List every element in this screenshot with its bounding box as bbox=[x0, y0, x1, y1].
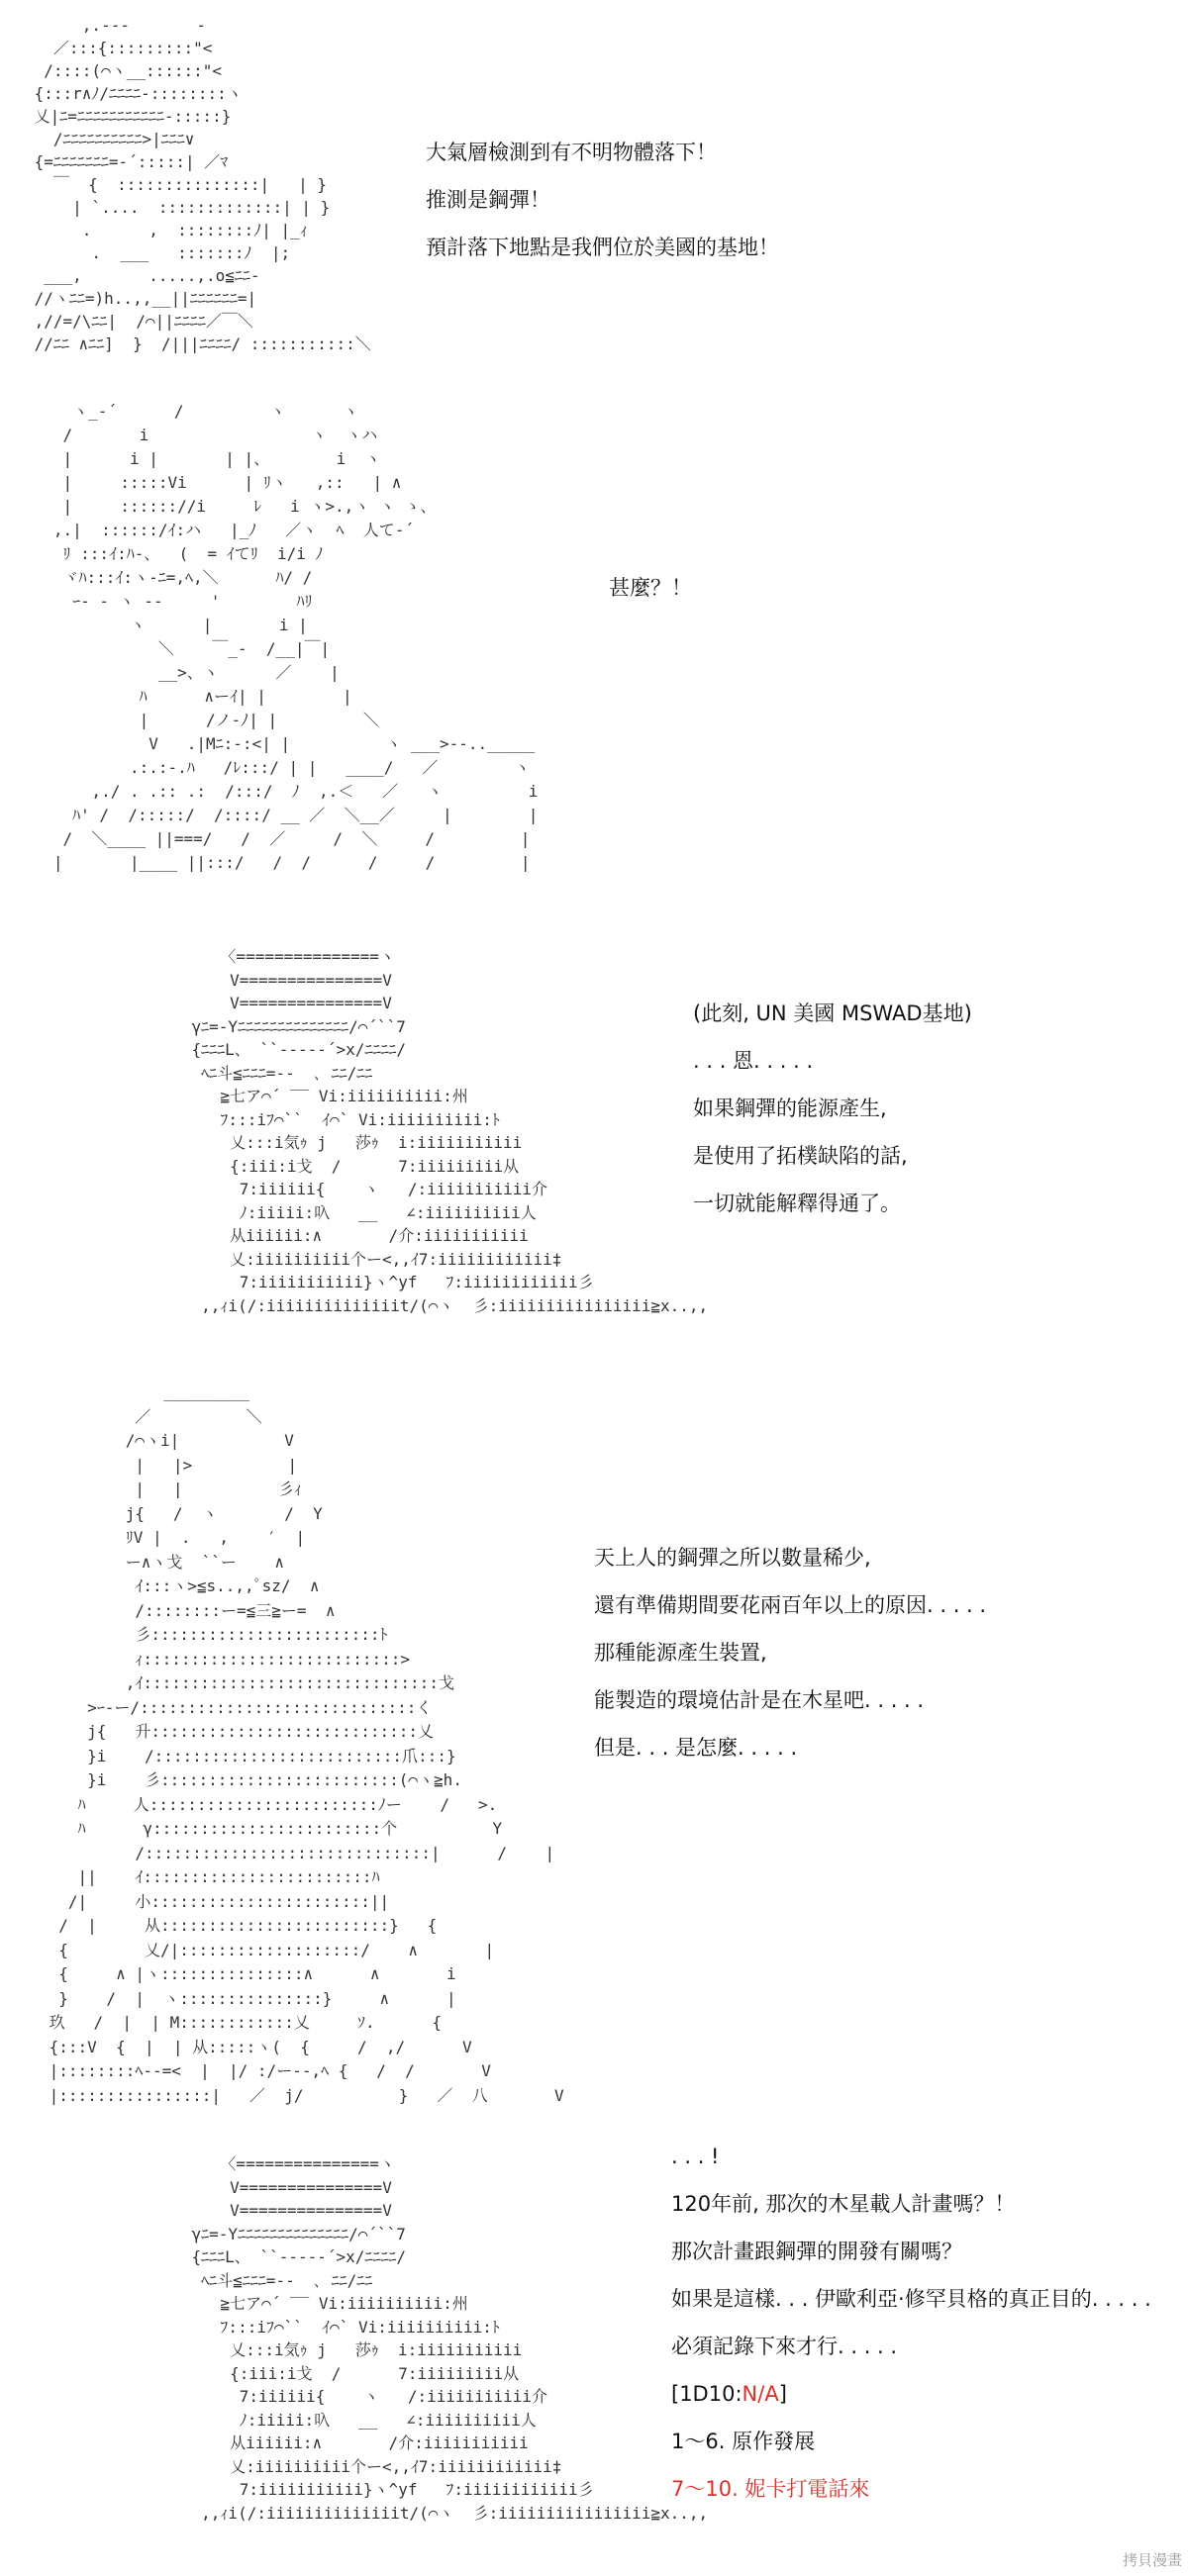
dialogue-box bbox=[609, 564, 692, 612]
dialogue-line: 但是. . . 是怎麼. . . . . bbox=[594, 1736, 798, 1760]
ascii-art-figure: 〈===============ヽ V===============V V===============V γﾆ=-Yﾆﾆﾆﾆﾆﾆﾆﾆﾆﾆﾆﾆﾆﾆ/⌒´``7 {ﾆﾆﾆL、 ``-----´>x/ﾆﾆﾆﾆ/ ﾍﾆ斗≦ﾆﾆﾆ=-- ､ ﾆﾆ/ﾆﾆ ≧七ア⌒´ ‾‾ Vi:iiiiiiiiii:州 ﾌ:::iﾌ⌒`` ｲ⌒` Vi:iiiiiiiiii:ﾄ 乂:::i気ｩ j 莎ｩ i:iiiiiiiiiii {:iii:i戈 / 7:iiiiiiiii从 7:iiiiii{ ヽ /:iiiiiiiiiii介 ﾉ:iiiii:叺 __ ∠:iiiiiiiiii人 从iiiiii:∧ /介:iiiiiiiiiii 乂:iiiiiiiiii个ー<,,ｲ7:iiiiiiiiiiii‡ 7:iiiiiiiiiii}ヽ^yf ﾌ:iiiiiiiiiiii彡 ,,ｨi(/:iiiiiiiiiiiiiit/(⌒ヽ 彡:iiiiiiiiiiiiiiii≧x..,, bbox=[191, 2154, 709, 2523]
dice-roll bbox=[671, 2370, 1151, 2418]
dialogue-line: . . . ! bbox=[671, 2145, 720, 2168]
option-line: 7～10. 妮卡打電話來 bbox=[671, 2477, 870, 2501]
dialogue-line: 天上人的鋼彈之所以數量稀少, bbox=[594, 1546, 871, 1570]
panel-1 bbox=[0, 0, 1188, 371]
dialogue-line: 必須記錄下來才行. . . . . bbox=[671, 2335, 898, 2358]
dice-prefix: [1D10: bbox=[671, 2382, 742, 2406]
dialogue-line: 那次計畫跟鋼彈的開發有關嗎？ bbox=[671, 2240, 962, 2263]
option-line: 1～6. 原作發展 bbox=[671, 2430, 816, 2453]
dialogue-line: (此刻, UN 美國 MSWAD基地) bbox=[693, 1002, 972, 1025]
dice-suffix: ] bbox=[778, 2382, 787, 2406]
watermark: 拷貝漫畫 bbox=[1122, 2551, 1182, 2569]
dialogue-line: 120年前, 那次的木星載人計畫嗎？！ bbox=[671, 2192, 1016, 2216]
ascii-art-figure: _________ ／ ＼ /⌒ヽi| V | |> | | | 彡ｨ j{ / ヽ / Y ﾘV | . , ′ | ー∧ヽ戈 ``ー ∧ ｲ:::ヽ>≦s..,,ﾟsz/ ∧ /::::::::ー=≦三≧ー= ∧ 彡::::::::::::::::::::::::ﾄ ｨ:::::::::::::::::::::::::::> ,ｲ:::::::::::::::::::::::::::::::戈 >ｰ‐ー/:::::::::::::::::::::::::::::く j{ 升::::::::::::::::::::::::::::乂 }i /::::::::::::::::::::::::::爪:::} }i 彡:::::::::::::::::::::::::(⌒ヽ≧h. ﾊ 人::::::::::::::::::::::::ﾉー / >. ﾊ γ::::::::::::::::::::::::个 Y /::::::::::::::::::::::::::::::| / | || ｲ::::::::::::::::::::::::ﾊ /| 小:::::::::::::::::::::::|| / | 从::::::::::::::::::::::::} { { 乂/|:::::::::::::::::::/ ∧ | { ∧ |ヽ:::::::::::::::∧ ∧ i } / | ヽ:::::::::::::::} ∧ | 玖 / | | M::::::::::::乂 ｿ. { {:::V { | | 从:::::ヽ( { / ,/ V |::::::::ﾍ--=< | |/ :/ー--,ﾍ { / / V |::::::::::::::::| ／ j/ } ／ 八 V bbox=[49, 1383, 564, 2105]
dialogue-box bbox=[426, 129, 779, 271]
dice-result: N/A bbox=[742, 2382, 779, 2406]
dialogue-box bbox=[594, 1534, 986, 1771]
dialogue-line: 如果是這樣. . . 伊歐利亞·修罕貝格的真正目的. . . . . bbox=[671, 2287, 1151, 2311]
panel-4 bbox=[0, 1371, 1188, 2123]
dialogue-line: 是使用了拓樸缺陷的話, bbox=[693, 1144, 908, 1168]
dialogue-line: 還有準備期間要花兩百年以上的原因. . . . . bbox=[594, 1593, 987, 1617]
dialogue-line: 如果鋼彈的能源產生, bbox=[693, 1097, 887, 1120]
panel-5 bbox=[0, 2133, 1188, 2576]
dialogue-line: 推測是鋼彈！ bbox=[426, 188, 550, 212]
dialogue-line: 那種能源產生裝置, bbox=[594, 1641, 767, 1665]
ascii-art-figure: ,.--- - ／:::{:::::::::"< /::::(⌒ヽ__::::::"< {:::r∧ﾉ/ﾆﾆﾆﾆ-::::::::ヽ 乂|ﾆ=ﾆﾆﾆﾆﾆﾆﾆﾆﾆﾆﾆ-:::::} /ﾆﾆﾆﾆﾆﾆﾆﾆﾆﾆ>|ﾆﾆﾆ∨ {=ﾆﾆﾆﾆﾆﾆﾆ=-´:::::| ／ﾏ ￣ { :::::::::::::::| | } | `.... :::::::::::::| | } . , ::::::::ﾉ| |_ｨ . ___ :::::::ﾉ |; ___, .....,.o≦ﾆﾆ- //ヽﾆﾆ=)h..,,__||ﾆﾆﾆﾆﾆﾆ=| ,//=/\ﾆﾆ| /⌒||ﾆﾆﾆﾆ／￣＼ //ﾆﾆ ∧ﾆﾆ] } /|||ﾆﾆﾆﾆ/ :::::::::::＼ bbox=[34, 16, 371, 353]
dialogue-line: 大氣層檢測到有不明物體落下！ bbox=[426, 141, 717, 164]
dialogue-line: 甚麼？！ bbox=[609, 576, 692, 600]
dialogue-box bbox=[671, 2133, 1151, 2513]
dialogue-line: 預計落下地點是我們位於美國的基地！ bbox=[426, 236, 779, 259]
panel-2 bbox=[0, 386, 1188, 920]
panel-3 bbox=[0, 930, 1188, 1346]
ascii-art-figure: ヽ_-´ / ヽ ヽ / i ヽ ヽハ | i | | |、 i ヽ | :::::Vi | ﾘヽ ,:: | ∧ | :::::://i ﾚ i ヽ>.,ヽ ヽ ゝ、 ,.| ::::::/ｲ:ハ |_ﾉ ／ヽ ﾍ 人て‐´ ﾘ :::ｲ:ﾊ-、 ( = ｲてﾘ i/i ﾉ ヾﾊ:::ｲ:ヽ-ﾆ=,ﾍ,＼ ﾊ/ / ｰ- ‐ ヽ ‐- ' ﾊﾘ ヽ | i | ＼ ￣_- /__|￣| __>、ヽ ／ | ﾊ ∧ーｲ| | | | /ノ-ﾉ| | ＼ V .|Mﾆ:-:<| | ヽ ___>‐-.._____ .:.:-.ﾊ /ﾚ:::/ | | ____/ ／ ヽ ,./ . .:: .: /:::/ ﾉ ,.＜ ／ ヽ i ﾊ' / /:::::/ /::::/ __ ／ ＼__／ | | / ＼____ ||===/ / ／ / ＼ / | | |____ ||:::/ / / / / | bbox=[52, 402, 539, 872]
dialogue-line: . . . 恩. . . . . bbox=[693, 1049, 814, 1073]
dialogue-line: 能製造的環境估計是在木星吧. . . . . bbox=[594, 1688, 925, 1712]
dialogue-box bbox=[693, 990, 972, 1227]
ascii-art-figure: 〈===============ヽ V===============V V===============V γﾆ=-Yﾆﾆﾆﾆﾆﾆﾆﾆﾆﾆﾆﾆﾆﾆ/⌒´``7 {ﾆﾆﾆL、 ``-----´>x/ﾆﾆﾆﾆ/ ﾍﾆ斗≦ﾆﾆﾆ=-- ､ ﾆﾆ/ﾆﾆ ≧七ア⌒´ ‾‾ Vi:iiiiiiiiii:州 ﾌ:::iﾌ⌒`` ｲ⌒` Vi:iiiiiiiiii:ﾄ 乂:::i気ｩ j 莎ｩ i:iiiiiiiiiii {:iii:i戈 / 7:iiiiiiiii从 7:iiiiii{ ヽ /:iiiiiiiiiii介 ﾉ:iiiii:叺 __ ∠:iiiiiiiiii人 从iiiiii:∧ /介:iiiiiiiiiii 乂:iiiiiiiiii个ー<,,ｲ7:iiiiiiiiiiii‡ 7:iiiiiiiiiii}ヽ^yf ﾌ:iiiiiiiiiiii彡 ,,ｨi(/:iiiiiiiiiiiiiit/(⌒ヽ 彡:iiiiiiiiiiiiiiii≧x..,, bbox=[191, 947, 709, 1315]
dialogue-line: 一切就能解釋得通了。 bbox=[693, 1192, 901, 1215]
